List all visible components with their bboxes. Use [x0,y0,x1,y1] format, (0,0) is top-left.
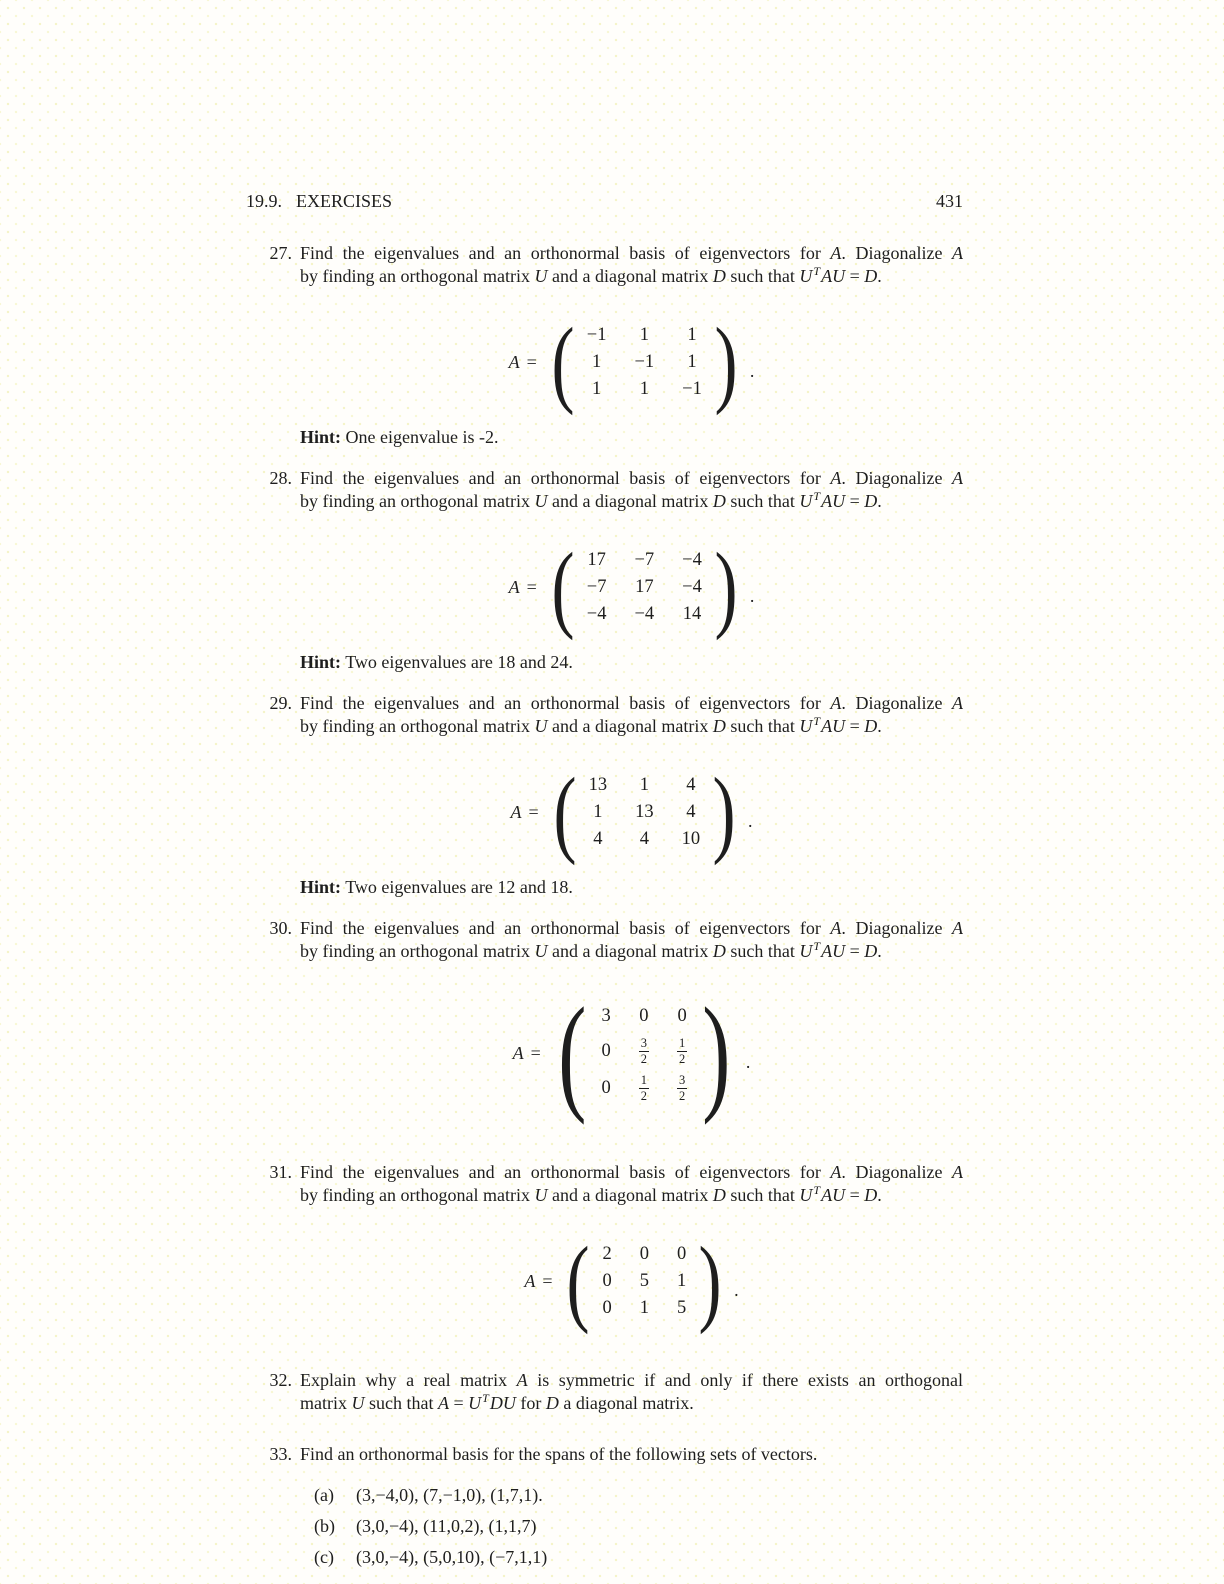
matrix-cell: 0 [639,1243,649,1264]
prompt-text: . [877,1185,882,1205]
equals-sign: = [845,716,865,736]
math-var: A [952,918,963,938]
item-text: (3,0,−4), (11,0,2), (1,1,7) [356,1516,537,1536]
superscript-T: T [813,1183,821,1197]
matrix-cell: −4 [682,576,702,597]
matrix-cell: 0 [676,1243,687,1264]
prompt-text: by finding an orthogonal matrix [300,941,535,961]
page-number: 431 [936,191,963,211]
exercise-27 [246,242,963,449]
matrix-cell: 1 [593,801,603,822]
math-var: D [712,1185,726,1205]
matrix-cell: 5 [639,1270,649,1291]
prompt-text: . [877,941,882,961]
fraction: $\frac{1}{2}$ [678,1035,686,1066]
exercise-body [300,467,963,674]
matrix-grid [581,773,709,852]
prompt-text: and a diagonal matrix [547,266,713,286]
hint-text: Two eigenvalues are 12 and 18. [341,877,573,897]
math-var: U [534,941,548,961]
matrix-period: . [745,1051,751,1072]
math-var: AU [821,716,846,736]
matrix-cell: −1 [682,378,702,399]
matrix-cell: 4 [686,774,696,795]
math-var: U [799,266,813,286]
prompt-line-1 [300,242,963,265]
prompt-text: Find the eigenvalues and an orthonormal basis of eigenvectors for [300,243,831,263]
matrix-cell: 17 [587,549,606,570]
equals-sign: = [845,266,865,286]
prompt-line-1 [300,1443,963,1466]
list-item-c [314,1546,963,1569]
matrix-cell: 17 [635,576,654,597]
prompt-text: Find the eigenvalues and an orthonormal basis of eigenvectors for [300,1162,831,1182]
matrix-cell: 4 [639,828,649,849]
hint-text: Two eigenvalues are 18 and 24. [341,652,573,672]
matrix-cell: 13 [635,801,654,822]
exercise-body [300,1369,963,1417]
matrix-cell: 1 [639,774,649,795]
prompt-text: for [515,1393,546,1413]
prompt-text: and a diagonal matrix [547,491,713,511]
math-var: U [468,1393,482,1413]
prompt-line-2 [300,940,963,965]
left-paren: ( [566,1225,590,1336]
fraction: $\frac{3}{2}$ [678,1072,686,1103]
exercise-number: 30. [269,918,292,938]
exercise-33 [246,1443,963,1569]
math-var: D [712,491,726,511]
exercise-body [300,1443,963,1569]
matrix-cell [677,1037,687,1066]
superscript-T: T [482,1391,489,1405]
prompt-text: matrix [300,1393,352,1413]
superscript-T: T [813,489,821,503]
item-label: (b) [314,1516,335,1536]
math-var: D [864,491,878,511]
math-var: AU [821,1185,846,1205]
matrix-equation [300,1225,963,1336]
item-text: (3,−4,0), (7,−1,0), (1,7,1). [356,1485,543,1505]
prompt-text: . Diagonalize [841,918,952,938]
matrix-cell: −4 [586,603,607,624]
math-var: A [830,918,842,938]
equals-sign: = [542,1270,553,1291]
matrix-cell: 1 [687,324,697,345]
exercise-number: 27. [269,243,292,263]
math-var: DU [489,1393,516,1413]
prompt-line-2 [300,715,963,740]
matrix-cell: −1 [586,324,607,345]
matrix-cell: 2 [602,1243,612,1264]
matrix-cell: 1 [592,378,602,399]
matrix-equation [300,980,963,1126]
math-var: A [952,243,963,263]
math-var: U [534,491,548,511]
exercise-30 [246,917,963,1133]
running-head [246,190,392,213]
matrix-period: . [748,810,753,831]
hint-label: Hint: [300,652,342,672]
fraction: $\frac{3}{2}$ [640,1035,647,1066]
matrix-period: . [734,1279,739,1300]
math-var: U [534,266,548,286]
section-title: EXERCISES [296,191,393,211]
prompt-text: . [877,716,882,736]
matrix-cell: 5 [676,1297,687,1318]
math-var: AU [821,491,846,511]
prompt-line-1 [300,1161,963,1184]
math-var: D [712,716,726,736]
prompt-text: . Diagonalize [841,693,952,713]
math-var: A [830,243,842,263]
matrix-grid [579,323,710,402]
matrix-period: . [749,360,755,381]
prompt-line-2 [300,490,963,515]
matrix-grid [594,1242,694,1321]
matrix-cell: 13 [588,774,608,795]
hint [300,876,963,899]
right-paren: ) [712,756,736,867]
matrix-cell: 0 [602,1297,612,1318]
prompt-text: and a diagonal matrix [547,716,713,736]
hint-text: One eigenvalue is -2. [341,427,499,447]
exercise-number: 29. [269,693,292,713]
math-var: U [534,1185,548,1205]
math-var: U [799,1185,813,1205]
left-paren: ( [558,980,587,1126]
prompt-line-1 [300,467,963,490]
matrix-variable: A [508,576,520,597]
matrix-cell: 0 [601,1077,611,1098]
equals-sign: = [530,1042,541,1063]
prompt-text: by finding an orthogonal matrix [300,1185,535,1205]
exercise-number: 32. [269,1370,292,1390]
hint [300,426,963,449]
list-item-a [314,1484,963,1507]
prompt-text: . [877,266,882,286]
superscript-T: T [813,714,821,728]
left-paren: ( [551,306,575,417]
matrix-cell: 10 [681,828,701,849]
matrix-cell: 1 [687,351,697,372]
prompt-text: by finding an orthogonal matrix [300,491,535,511]
matrix-cell: 0 [677,1005,687,1026]
matrix-cell: 1 [676,1270,687,1291]
matrix-cell: 0 [639,1005,649,1026]
matrix-equation [300,306,963,417]
hint-label: Hint: [300,877,342,897]
exercise-body [300,1161,963,1345]
matrix-grid [579,548,710,627]
matrix-cell [639,1037,649,1066]
hint-label: Hint: [300,427,342,447]
prompt-line-1 [300,692,963,715]
prompt-line-1 [300,1369,963,1392]
right-paren: ) [714,306,738,417]
prompt-text: such that [725,941,800,961]
list-item-b [314,1515,963,1538]
prompt-text: . Diagonalize [841,1162,952,1182]
prompt-text: Find the eigenvalues and an orthonormal basis of eigenvectors for [300,468,831,488]
matrix-cell: 1 [639,378,649,399]
math-var: D [712,941,726,961]
exercise-number: 33. [269,1444,292,1464]
matrix-cell: 4 [593,828,603,849]
item-text: (3,0,−4), (5,0,10), (−7,1,1) [356,1547,548,1567]
prompt-text: such that [725,1185,800,1205]
exercise-number: 28. [269,468,292,488]
matrix-equation [300,531,963,642]
prompt-text: such that [725,491,800,511]
matrix-cell: 14 [682,603,702,624]
matrix-cell: −4 [634,603,655,624]
equals-sign: = [845,491,865,511]
matrix-variable: A [512,1042,524,1063]
hint [300,651,963,674]
prompt-text: by finding an orthogonal matrix [300,266,535,286]
right-paren: ) [714,531,738,642]
matrix-grid [593,1004,695,1103]
matrix-cell: −1 [634,351,655,372]
matrix-cell [677,1074,687,1103]
prompt-text: Find the eigenvalues and an orthonormal basis of eigenvectors for [300,693,831,713]
math-var: A [830,693,842,713]
exercise-28 [246,467,963,674]
left-paren: ( [551,531,575,642]
exercise-29 [246,692,963,899]
equals-sign: = [526,576,537,597]
left-paren: ( [553,756,577,867]
section-number: 19.9. [246,191,282,211]
math-var: A [516,1370,528,1390]
superscript-T: T [813,939,821,953]
prompt-text: Explain why a real matrix [300,1370,517,1390]
matrix-period: . [749,585,755,606]
prompt-text: by finding an orthogonal matrix [300,716,535,736]
prompt-text: . Diagonalize [841,468,952,488]
math-var: A [438,1393,449,1413]
matrix-cell: 3 [601,1005,611,1026]
math-var: U [799,716,813,736]
matrix-variable: A [510,801,522,822]
prompt-text: and a diagonal matrix [547,941,713,961]
exercise-body [300,917,963,1133]
equals-sign: = [528,801,539,822]
matrix-variable: A [508,351,520,372]
exercise-body [300,692,963,899]
right-paren: ) [698,1225,722,1336]
matrix-cell: 1 [639,324,649,345]
prompt-text: is symmetric if and only if there exists an orthogonal [527,1370,964,1390]
item-label: (c) [314,1547,334,1567]
right-paren: ) [702,980,731,1126]
exercise-31 [246,1161,963,1345]
matrix-cell: −7 [634,549,655,570]
item-label: (a) [314,1485,334,1505]
exercise-32 [246,1369,963,1417]
math-var: D [864,941,878,961]
prompt-text: such that [725,716,800,736]
math-var: D [712,266,726,286]
math-var: A [830,468,842,488]
equals-sign: = [526,351,537,372]
exercise-number: 31. [269,1162,292,1182]
prompt-line-2 [300,265,963,290]
matrix-cell: 4 [686,801,696,822]
prompt-text: such that [725,266,800,286]
prompt-text: and a diagonal matrix [547,1185,713,1205]
math-var: D [545,1393,559,1413]
math-var: A [952,1162,963,1182]
math-var: U [799,491,813,511]
prompt-line-2 [300,1184,963,1209]
matrix-cell [639,1074,649,1103]
prompt-text: . [877,491,882,511]
equals-sign: = [845,1185,865,1205]
exercise-body [300,242,963,449]
math-var: AU [821,266,846,286]
vector-list [314,1484,963,1569]
matrix-cell: −7 [586,576,607,597]
prompt-line-2 [300,1392,963,1417]
equals-sign: = [449,1393,469,1413]
matrix-cell: 0 [602,1270,612,1291]
prompt-text: Find an orthonormal basis for the spans of the following sets of vectors. [300,1444,818,1464]
math-var: D [864,266,878,286]
matrix-variable: A [524,1270,536,1291]
math-var: U [799,941,813,961]
math-var: A [830,1162,842,1182]
math-var: A [952,693,963,713]
matrix-cell: 0 [601,1040,611,1061]
prompt-text: a diagonal matrix. [558,1393,694,1413]
math-var: D [864,716,878,736]
matrix-cell: −4 [682,549,702,570]
equals-sign: = [845,941,865,961]
math-var: U [351,1393,365,1413]
prompt-text: such that [364,1393,438,1413]
superscript-T: T [813,264,821,278]
math-var: D [864,1185,878,1205]
matrix-cell: 1 [639,1297,649,1318]
prompt-line-1 [300,917,963,940]
prompt-text: . Diagonalize [841,243,952,263]
matrix-cell: 1 [592,351,602,372]
matrix-equation [300,756,963,867]
fraction: $\frac{1}{2}$ [640,1072,647,1103]
prompt-text: Find the eigenvalues and an orthonormal basis of eigenvectors for [300,918,831,938]
math-var: AU [821,941,846,961]
page-header [246,190,963,213]
math-var: U [534,716,548,736]
math-var: A [952,468,963,488]
